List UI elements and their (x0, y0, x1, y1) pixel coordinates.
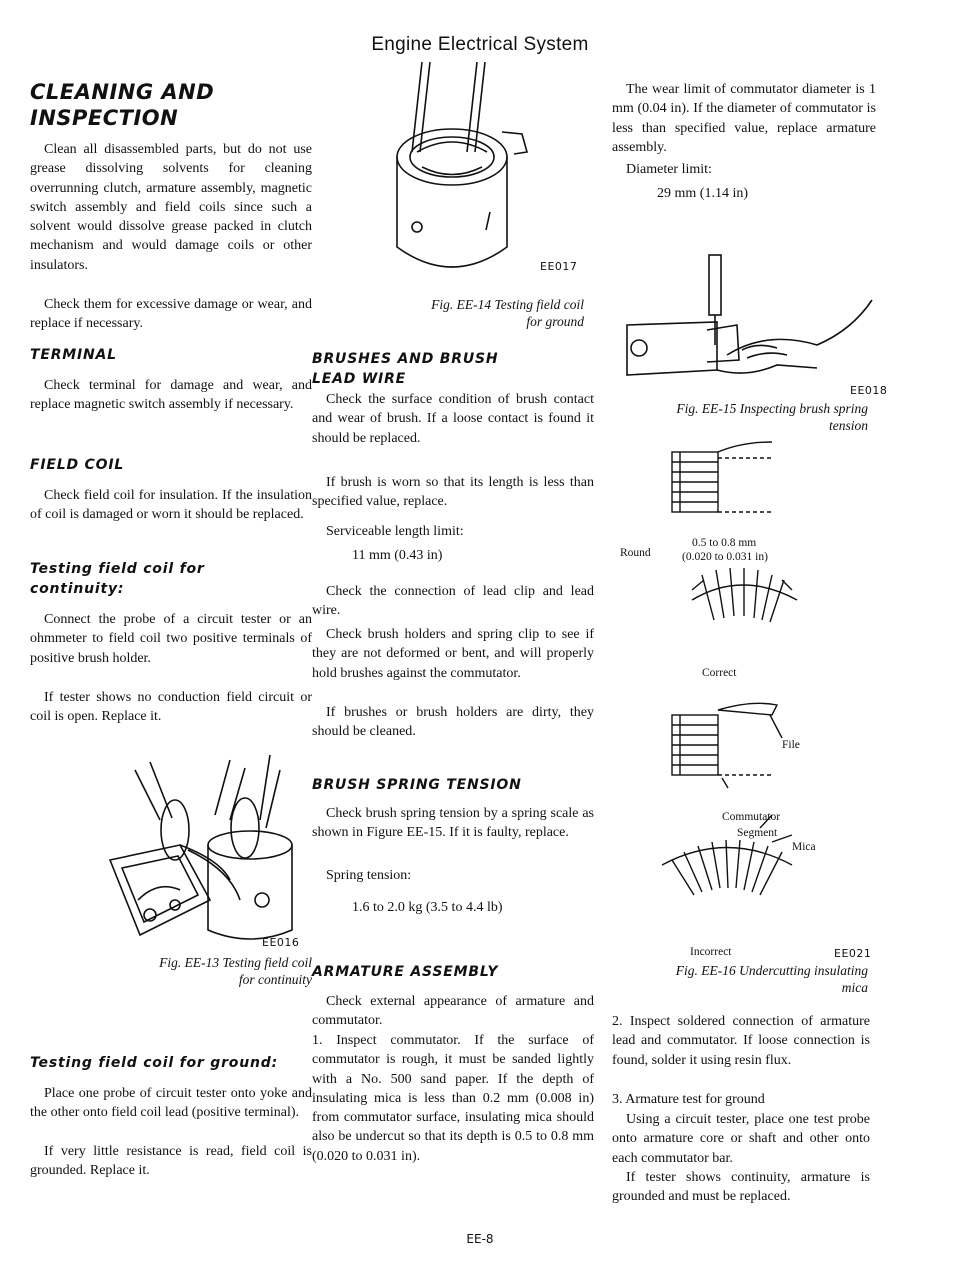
armature-item-3-paragraph-2 (612, 1168, 870, 1207)
continuity-heading-line1: Testing field coil for (30, 561, 205, 577)
page-header: Engine Electrical System (371, 34, 589, 55)
ground-text-2: If very little resistance is read, field coil is grounded. Replace it. (30, 1144, 312, 1179)
armature-item-3-text: Using a circuit tester, place one test probe onto armature core or shaft and other onto each commutator bar. (612, 1112, 870, 1166)
fig13-caption (90, 954, 312, 988)
ground-paragraph (30, 1084, 312, 1123)
serviceable-limit-value: 11 mm (0.43 in) (352, 548, 443, 563)
label-round: Round (620, 547, 651, 559)
diameter-limit-label: Diameter limit: (626, 162, 712, 177)
spring-tension-text: Check brush spring tension by a spring scale as shown in Figure EE-15. If it is faulty, replace. (312, 806, 594, 841)
armature-item-3-text-2: If tester shows continuity, armature is grounded and must be replaced. (612, 1170, 870, 1205)
label-incorrect: Incorrect (690, 946, 732, 958)
terminal-paragraph (30, 376, 312, 415)
fig13-code: EE016 (262, 936, 300, 949)
armature-item-1: 1. Inspect commutator. If the surface of commutator is rough, it must be sanded lightly with a No. 500 sand paper. If the depth of insulating mica is less than 0.2 mm (0.008 in) from commutator surface, insulating mica should also be undercut so that its depth is 0.5 to 0.8 mm (0.020 to 0.031 in). (312, 1033, 594, 1164)
ground-heading: Testing field coil for ground: (30, 1055, 278, 1071)
fig13-caption-line2: for continuity (238, 972, 312, 987)
terminal-heading: TERMINAL (30, 347, 117, 363)
brushes-paragraph-2 (312, 473, 594, 512)
label-commutator: Commutator (722, 811, 781, 823)
fig13-caption-line1: Fig. EE-13 Testing field coil (159, 955, 312, 970)
spring-tension-value: 1.6 to 2.0 kg (3.5 to 4.4 lb) (352, 900, 503, 915)
serviceable-limit-label: Serviceable length limit: (326, 524, 464, 539)
label-depth-mm: 0.5 to 0.8 mm (692, 537, 757, 549)
diameter-limit-value: 29 mm (1.14 in) (657, 186, 748, 201)
armature-paragraph (312, 992, 594, 1031)
brushes-text: Check the surface condition of brush contact and wear of brush. If a loose contact is found it should be replaced. (312, 392, 594, 446)
continuity-paragraph-2 (30, 688, 312, 727)
ground-text: Place one probe of circuit tester onto yoke and the other onto field coil lead (positive terminal). (30, 1086, 312, 1121)
fig16-caption-line1: Fig. EE-16 Undercutting insulating (675, 963, 868, 978)
continuity-heading-line2: continuity: (30, 581, 125, 597)
ground-paragraph-2 (30, 1142, 312, 1181)
page-number: EE-8 (466, 1232, 494, 1246)
field-coil-continuity-illustration (80, 750, 310, 940)
fig14-code: EE017 (540, 260, 578, 273)
armature-item-2: 2. Inspect soldered connection of armature lead and commutator. If loose connection is found, solder it using resin flux. (612, 1014, 870, 1068)
continuity-text-2: If tester shows no conduction field circuit or coil is open. Replace it. (30, 690, 312, 725)
intro-text-2: Check them for excessive damage or wear, and replace if necessary. (30, 297, 312, 332)
field-coil-heading: FIELD COIL (30, 457, 125, 473)
wear-limit-paragraph: The wear limit of commutator diameter is 1 mm (0.04 in). If the diameter of commutator is less than specified value, replace armature assembly. (612, 82, 876, 155)
armature-text: Check external appearance of armature and commutator. (312, 994, 594, 1029)
intro-paragraph (30, 140, 312, 275)
terminal-text: Check terminal for damage and wear, and replace magnetic switch assembly if necessary. (30, 378, 312, 413)
label-mica: Mica (792, 841, 816, 853)
brush-spring-tension-illustration (617, 250, 877, 382)
fig14-caption-line1: Fig. EE-14 Testing field coil (431, 297, 584, 312)
label-file: File (782, 739, 800, 751)
spring-tension-label: Spring tension: (326, 868, 412, 883)
label-segment: Segment (737, 827, 778, 839)
brush-holder-paragraph (312, 625, 594, 683)
label-correct: Correct (702, 667, 737, 679)
section-title-line2: INSPECTION (30, 106, 179, 130)
intro-paragraph-2 (30, 295, 312, 334)
lead-clip-text: Check the connection of lead clip and lead wire. (312, 584, 594, 619)
armature-item-3-paragraph (612, 1110, 870, 1168)
intro-text: Clean all disassembled parts, but do not use grease dissolving solvents for cleaning overrunning clutch, armature assembly, magnetic switch assembly and field coils since such a solvent would dissolve grease packed in clutch mechanism and would damage coils or other insulators. (30, 142, 312, 273)
fig16-caption (612, 962, 868, 996)
brushes-paragraph (312, 390, 594, 448)
spring-tension-paragraph (312, 804, 594, 843)
continuity-text: Connect the probe of a circuit tester or an ohmmeter to field coil two positive terminals of positive brush holder. (30, 612, 312, 666)
armature-heading: ARMATURE ASSEMBLY (312, 964, 499, 980)
dirty-brush-text: If brushes or brush holders are dirty, they should be cleaned. (312, 705, 594, 740)
armature-item-3-title: 3. Armature test for ground (612, 1092, 765, 1107)
brushes-text-2: If brush is worn so that its length is less than specified value, replace. (312, 475, 594, 510)
spring-tension-heading: BRUSH SPRING TENSION (312, 777, 522, 793)
field-coil-paragraph (30, 486, 312, 525)
field-coil-text: Check field coil for insulation. If the insulation of coil is damaged or worn it should be replaced. (30, 488, 312, 523)
fig14-caption (332, 296, 584, 330)
fig16-caption-line2: mica (841, 980, 868, 995)
continuity-paragraph (30, 610, 312, 668)
fig15-caption-line1: Fig. EE-15 Inspecting brush spring (676, 401, 868, 416)
lead-clip-paragraph (312, 582, 594, 621)
section-title-line1: CLEANING AND (30, 80, 215, 104)
brush-holder-text: Check brush holders and spring clip to see if they are not deformed or bent, and will properly hold brushes against the commutator. (312, 627, 594, 681)
fig15-caption-line2: tension (829, 418, 868, 433)
fig15-caption (612, 400, 868, 434)
fig16-code: EE021 (834, 947, 872, 960)
dirty-brush-paragraph (312, 703, 594, 742)
label-depth-in: (0.020 to 0.031 in) (682, 551, 768, 563)
field-coil-ground-illustration (382, 62, 562, 272)
brushes-heading-line2: LEAD WIRE (312, 371, 407, 387)
fig15-code: EE018 (850, 384, 888, 397)
brushes-heading-line1: BRUSHES AND BRUSH (312, 351, 499, 367)
fig14-caption-line2: for ground (526, 314, 584, 329)
